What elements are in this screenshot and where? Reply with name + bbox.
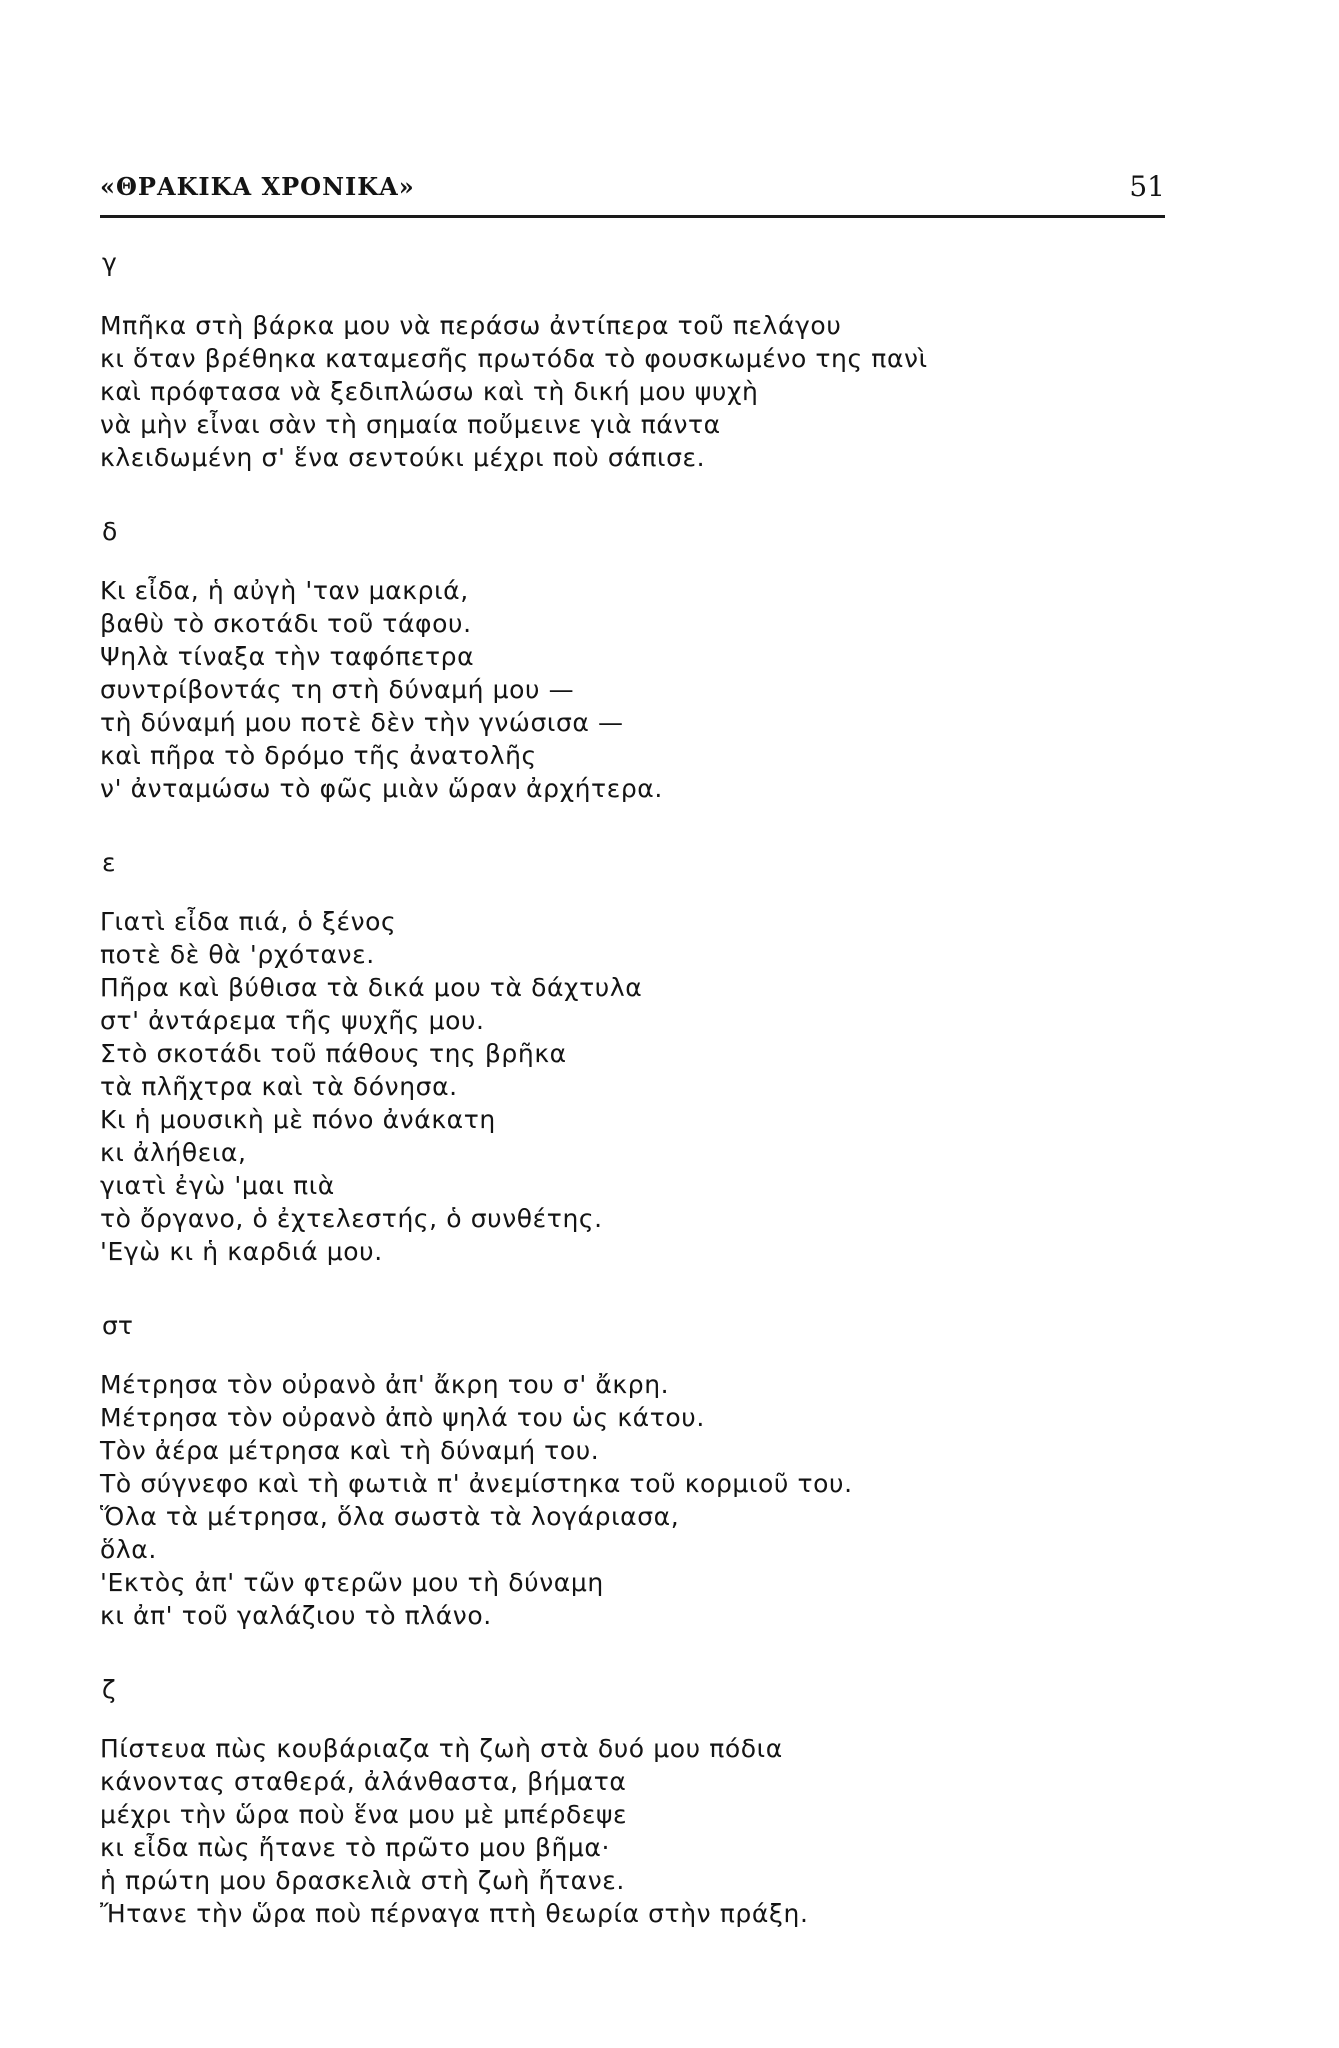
- verse-line: Ψηλὰ τίναξα τὴν ταφόπετρα: [100, 642, 475, 671]
- verse-line: γιατὶ ἐγὼ 'μαι πιὰ: [100, 1171, 335, 1200]
- section-label: ε: [102, 848, 116, 877]
- verse-line: Τὸν ἀέρα μέτρησα καὶ τὴ δύναμή του.: [100, 1436, 600, 1465]
- verse-line: Ὅλα τὰ μέτρησα, ὅλα σωστὰ τὰ λογάριασα,: [100, 1502, 680, 1531]
- verse-line: τὰ πλῆχτρα καὶ τὰ δόνησα.: [100, 1072, 458, 1101]
- verse-line: 'Εγὼ κι ἡ καρδιά μου.: [100, 1237, 383, 1266]
- poem-section: [100, 845, 1200, 1268]
- verse-line: καὶ πῆρα τὸ δρόμο τῆς ἀνατολῆς: [100, 741, 537, 770]
- verse-line: τὸ ὄργανο, ὁ ἐχτελεστής, ὁ συνθέτης.: [100, 1204, 603, 1233]
- poem-section: [100, 245, 1200, 474]
- poem-section: [100, 1672, 1200, 1930]
- verse-line: ποτὲ δὲ θὰ 'ρχότανε.: [100, 940, 375, 969]
- verse-line: Μέτρησα τὸν οὐρανὸ ἀπὸ ψηλά του ὡς κάτου.: [100, 1403, 705, 1432]
- header-rule: [100, 215, 1165, 218]
- verse-line: Πίστευα πὼς κουβάριαζα τὴ ζωὴ στὰ δυό μου πόδια: [100, 1734, 783, 1763]
- verse-line: κι ἀλήθεια,: [100, 1138, 247, 1167]
- verse-line: ν' ἀνταμώσω τὸ φῶς μιὰν ὥραν ἀρχήτερα.: [100, 774, 663, 803]
- poem-section: [100, 514, 1200, 805]
- verse-line: τὴ δύναμή μου ποτὲ δὲν τὴν γνώσισα —: [100, 708, 624, 737]
- verse-line: στ' ἀντάρεμα τῆς ψυχῆς μου.: [100, 1006, 485, 1035]
- verse-line: κι ὅταν βρέθηκα καταμεσῆς πρωτόδα τὸ φουσκωμένο της πανὶ: [100, 344, 928, 373]
- verse-line: Πῆρα καὶ βύθισα τὰ δικά μου τὰ δάχτυλα: [100, 973, 643, 1002]
- page-number: 51: [1129, 170, 1165, 203]
- verse-line: 'Εκτὸς ἀπ' τῶν φτερῶν μου τὴ δύναμη: [100, 1568, 604, 1597]
- verse-line: Μπῆκα στὴ βάρκα μου νὰ περάσω ἀντίπερα τοῦ πελάγου: [100, 311, 842, 340]
- verse-line: Κι εἶδα, ἡ αὐγὴ 'ταν μακριά,: [100, 576, 469, 605]
- verse-line: Τὸ σύγνεφο καὶ τὴ φωτιὰ π' ἀνεμίστηκα τοῦ κορμιοῦ του.: [100, 1469, 853, 1498]
- verse-line: Στὸ σκοτάδι τοῦ πάθους της βρῆκα: [100, 1039, 567, 1068]
- section-label: δ: [102, 517, 118, 546]
- verse-line: Κι ἡ μουσικὴ μὲ πόνο ἀνάκατη: [100, 1105, 496, 1134]
- verse-line: ὅλα.: [100, 1535, 157, 1564]
- journal-title: «ΘΡΑΚΙΚΑ ΧΡΟΝΙΚΑ»: [100, 172, 415, 201]
- section-label: ζ: [102, 1675, 116, 1704]
- verse-line: Γιατὶ εἶδα πιά, ὁ ξένος: [100, 907, 397, 936]
- verse-line: Ἤτανε τὴν ὥρα ποὺ πέρναγα πτὴ θεωρία στὴν πράξη.: [100, 1899, 809, 1928]
- section-label: γ: [102, 248, 117, 277]
- page-header: [100, 170, 1165, 210]
- poem-section: [100, 1308, 1200, 1632]
- verse-line: Μέτρησα τὸν οὐρανὸ ἀπ' ἄκρη του σ' ἄκρη.: [100, 1370, 670, 1399]
- verse-line: καὶ πρόφτασα νὰ ξεδιπλώσω καὶ τὴ δική μου ψυχὴ: [100, 377, 759, 406]
- verse-line: συντρίβοντάς τη στὴ δύναμή μου —: [100, 675, 575, 704]
- verse-line: μέχρι τὴν ὥρα ποὺ ἕνα μου μὲ μπέρδεψε: [100, 1800, 628, 1829]
- verse-line: νὰ μὴν εἶναι σὰν τὴ σημαία ποὔμεινε γιὰ πάντα: [100, 410, 721, 439]
- poem-body: [100, 245, 1200, 1970]
- verse-line: κάνοντας σταθερά, ἀλάνθαστα, βήματα: [100, 1767, 627, 1796]
- section-label: στ: [102, 1311, 133, 1340]
- verse-line: κλειδωμένη σ' ἕνα σεντούκι μέχρι ποὺ σάπισε.: [100, 443, 706, 472]
- verse-line: βαθὺ τὸ σκοτάδι τοῦ τάφου.: [100, 609, 472, 638]
- verse-line: κι εἶδα πὼς ἤτανε τὸ πρῶτο μου βῆμα·: [100, 1833, 611, 1862]
- verse-line: κι ἀπ' τοῦ γαλάζιου τὸ πλάνο.: [100, 1601, 492, 1630]
- verse-line: ἡ πρώτη μου δρασκελιὰ στὴ ζωὴ ἤτανε.: [100, 1866, 625, 1895]
